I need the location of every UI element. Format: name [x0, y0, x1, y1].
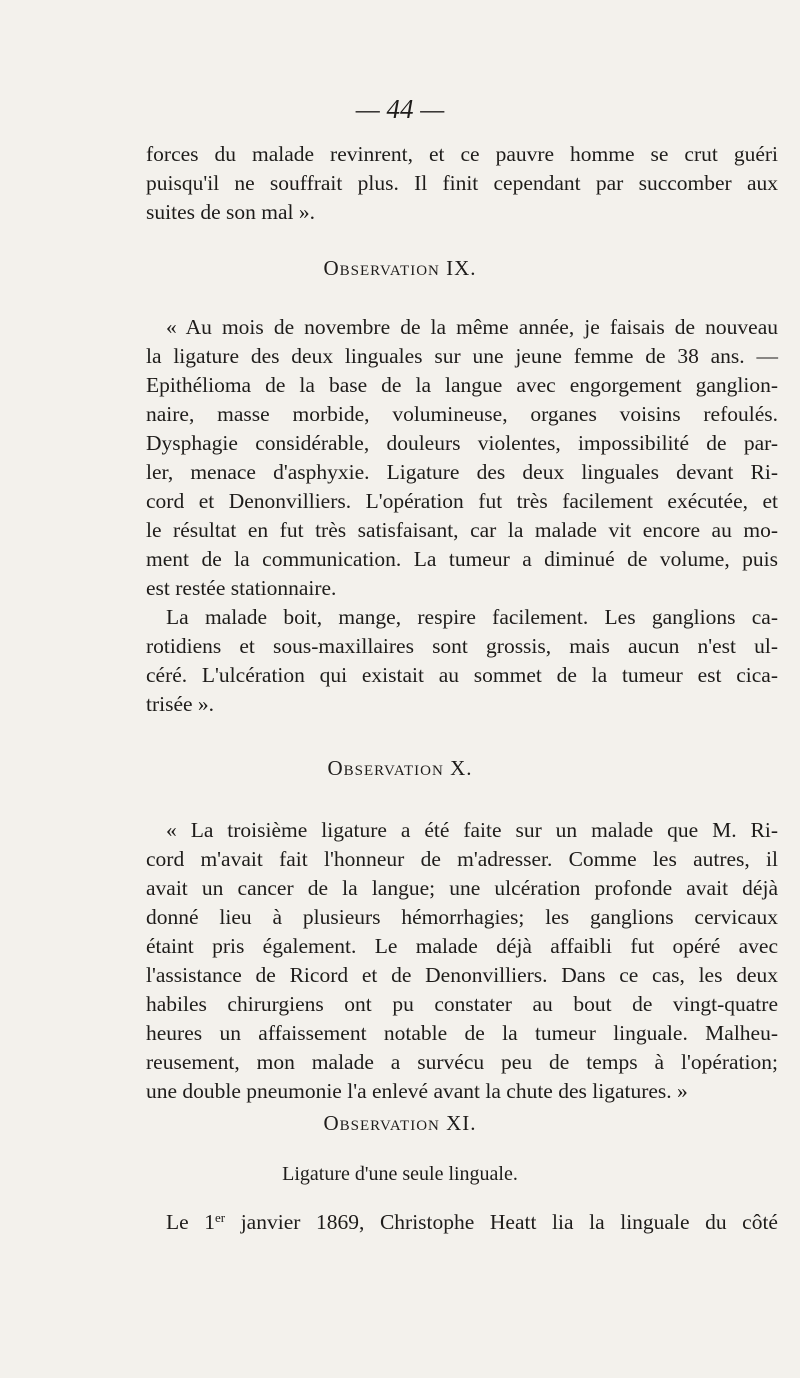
text-line: suites de son mal ». [146, 200, 315, 224]
text-line: l'assistance de Ricord et de Denonvilliers. Dans ce cas, les deux [146, 963, 778, 987]
text-line: puisqu'il ne souffrait plus. Il finit cependant par succomber aux [146, 171, 778, 195]
text-line: une double pneumonie l'a enlevé avant la chute des ligatures. » [146, 1079, 688, 1103]
superscript: er [215, 1210, 226, 1225]
observation-10-paragraph [146, 816, 778, 1106]
text-fragment: Le 1 [166, 1210, 216, 1234]
observation-11-heading: Observation XI. [323, 1111, 477, 1135]
text-line: est restée stationnaire. [146, 576, 337, 600]
page-number: — 44 — [355, 94, 445, 124]
observation-9-paragraph-2 [146, 603, 778, 719]
text-line: reusement, mon malade a survécu peu de temps à l'opération; [146, 1050, 778, 1074]
text-line: ment de la communication. La tumeur a diminué de volume, puis [146, 547, 778, 571]
text-line: Epithélioma de la base de la langue avec engorgement ganglion- [146, 373, 778, 397]
text-line: Dysphagie considérable, douleurs violentes, impossibilité de par- [146, 431, 778, 455]
text-fragment: janvier 1869, Christophe Heatt lia la linguale du côté [225, 1210, 778, 1234]
text-line: forces du malade revinrent, et ce pauvre homme se crut guéri [146, 142, 778, 166]
text-line: heures un affaissement notable de la tumeur linguale. Malheu- [146, 1021, 778, 1045]
text-line: donné lieu à plusieurs hémorrhagies; les ganglions cervicaux [146, 905, 778, 929]
text-line: ler, menace d'asphyxie. Ligature des deux linguales devant Ri- [146, 460, 778, 484]
text-line: rotidiens et sous-maxillaires sont grossis, mais aucun n'est ul- [146, 634, 778, 658]
text-line: cord et Denonvilliers. L'opération fut très facilement exécutée, et [146, 489, 778, 513]
text-line: habiles chirurgiens ont pu constater au bout de vingt-quatre [146, 992, 778, 1016]
observation-9-heading: Observation IX. [323, 256, 477, 280]
text-line: « La troisième ligature a été faite sur un malade que M. Ri- [166, 818, 778, 842]
text-line: étaint pris également. Le malade déjà affaibli fut opéré avec [146, 934, 778, 958]
observation-9-paragraph-1 [146, 313, 778, 603]
text-line: céré. L'ulcération qui existait au sommet de la tumeur est cica- [146, 663, 778, 687]
text-line: avait un cancer de la langue; une ulcération profonde avait déjà [146, 876, 778, 900]
observation-10-heading: Observation X. [327, 756, 473, 780]
text-line: cord m'avait fait l'honneur de m'adresser. Comme les autres, il [146, 847, 778, 871]
intro-paragraph [146, 140, 778, 227]
text-line: la ligature des deux linguales sur une jeune femme de 38 ans. — [146, 344, 778, 368]
text-line [146, 1203, 778, 1232]
observation-11-subheading: Ligature d'une seule linguale. [282, 1163, 518, 1185]
text-line: « Au mois de novembre de la même année, je faisais de nouveau [166, 315, 778, 339]
text-line: trisée ». [146, 692, 215, 716]
observation-11-paragraph [146, 1203, 778, 1232]
text-line: naire, masse morbide, volumineuse, organes voisins refoulés. [146, 402, 778, 426]
text-line: La malade boit, mange, respire facilement. Les ganglions ca- [166, 605, 778, 629]
text-line: le résultat en fut très satisfaisant, car la malade vit encore au mo- [146, 518, 778, 542]
